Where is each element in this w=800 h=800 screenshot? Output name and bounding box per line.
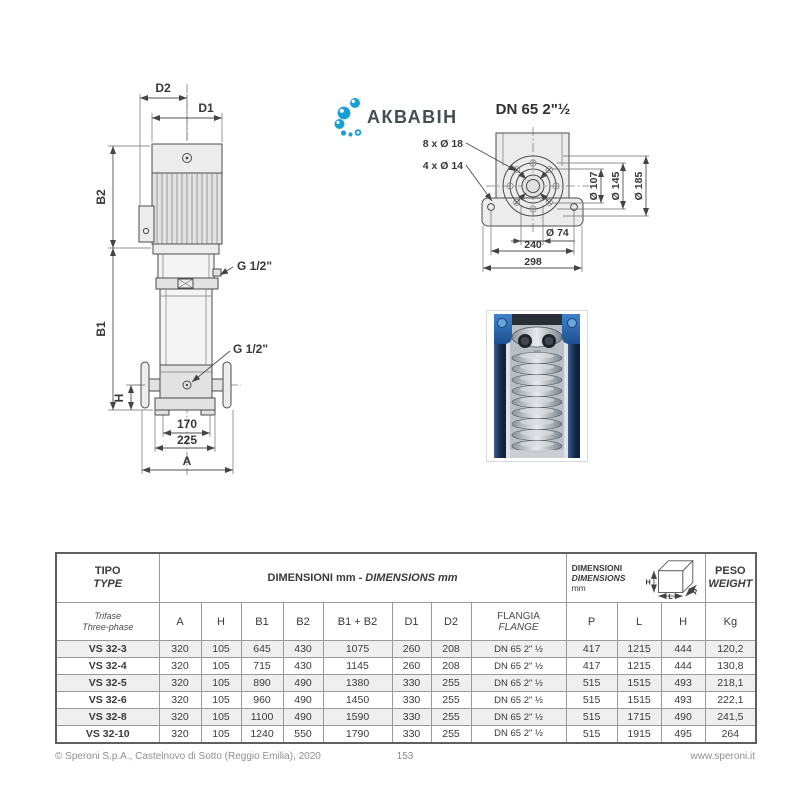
brand-name: АКВАВІН — [367, 106, 458, 127]
box-dimensions: DIMENSIONS — [571, 573, 626, 583]
dim-label-h: H — [112, 393, 126, 403]
flange-title: DN 65 2"½ — [495, 101, 571, 118]
col-header-p: P — [566, 603, 617, 641]
fill-plug — [213, 269, 221, 276]
dia-74-label: Ø 74 — [546, 227, 569, 239]
header-tipo: TIPO — [94, 565, 121, 577]
box-mm: mm — [571, 583, 586, 593]
cell-flange: DN 65 2" ½ — [471, 692, 566, 709]
g-half-head — [220, 259, 272, 275]
dim-label-170: 170 — [176, 417, 198, 431]
holes-outer-label: 8 x Ø 18 — [422, 138, 463, 150]
header-flangia: FLANGIA — [497, 610, 540, 622]
dim-298-label: 298 — [524, 256, 542, 268]
cell: 330 — [392, 692, 431, 709]
pump-dimension-drawing — [50, 70, 320, 480]
cell: 430 — [283, 658, 323, 675]
cell: 260 — [392, 658, 431, 675]
cube-p-label: P — [690, 586, 700, 597]
cube-h-label: H — [645, 577, 651, 587]
cell: 218,1 — [705, 675, 756, 692]
cell: 105 — [201, 641, 241, 658]
cell-type: VS 32-3 — [56, 641, 159, 658]
dimension-cube-icon — [644, 556, 700, 600]
cube-l-label: L — [668, 592, 673, 600]
page-number: 153 — [396, 751, 414, 762]
cell: 1790 — [323, 726, 392, 743]
pump-cross-section-image — [486, 310, 588, 462]
cell: 493 — [661, 675, 705, 692]
cell: 1915 — [617, 726, 661, 743]
table-row — [56, 641, 756, 658]
cell: 330 — [392, 709, 431, 726]
header-three-phase: Three-phase — [82, 621, 134, 632]
cell: 1075 — [323, 641, 392, 658]
cell-flange: DN 65 2" ½ — [471, 658, 566, 675]
dim-label-a: A — [182, 454, 192, 468]
box-dimensioni: DIMENSIONI — [571, 563, 623, 573]
dim-label-b1: B1 — [94, 321, 108, 337]
cell: 330 — [392, 675, 431, 692]
flange-dimension-drawing — [405, 88, 660, 280]
pump-base — [155, 398, 215, 415]
cell-type: VS 32-6 — [56, 692, 159, 709]
col-header-d1: D1 — [392, 603, 431, 641]
cell: 960 — [241, 692, 283, 709]
cell: 515 — [566, 675, 617, 692]
header-weight: WEIGHT — [708, 578, 753, 590]
cell: 417 — [566, 658, 617, 675]
cell: 515 — [566, 692, 617, 709]
header-peso: PESO — [715, 565, 746, 577]
cell: 1515 — [617, 692, 661, 709]
cell: 255 — [431, 709, 471, 726]
cell: 1590 — [323, 709, 392, 726]
motor-body — [139, 144, 222, 254]
water-bubbles-icon — [334, 95, 364, 139]
cell: 495 — [661, 726, 705, 743]
col-header-flange — [471, 603, 566, 641]
col-header-h: H — [201, 603, 241, 641]
g-half-drain-label: G 1/2" — [233, 342, 269, 356]
cell: 1215 — [617, 658, 661, 675]
cell: 120,2 — [705, 641, 756, 658]
cell: 105 — [201, 726, 241, 743]
cell: 890 — [241, 675, 283, 692]
cell-flange: DN 65 2" ½ — [471, 726, 566, 743]
col-header-h2: H — [661, 603, 705, 641]
col-header-d2: D2 — [431, 603, 471, 641]
cell: 260 — [392, 641, 431, 658]
table-row — [56, 675, 756, 692]
terminal-box — [139, 206, 154, 242]
cell: 320 — [159, 726, 201, 743]
pump-head — [156, 254, 221, 289]
cell-flange: DN 65 2" ½ — [471, 675, 566, 692]
cell: 320 — [159, 709, 201, 726]
pump-barrel — [160, 289, 212, 398]
cell: 241,5 — [705, 709, 756, 726]
header-peso-weight — [705, 553, 756, 603]
g-half-head-label: G 1/2" — [237, 259, 273, 273]
label-holes-base — [423, 160, 492, 201]
cell: 222,1 — [705, 692, 756, 709]
col-header-b1: B1 — [241, 603, 283, 641]
copyright-text: © Speroni S.p.A., Castelnovo di Sotto (Reggio Emilia), 2020 — [55, 751, 321, 762]
cell: 515 — [566, 726, 617, 743]
cell: 490 — [283, 675, 323, 692]
cell: 255 — [431, 692, 471, 709]
cell: 1450 — [323, 692, 392, 709]
cell: 430 — [283, 641, 323, 658]
page-footer — [55, 751, 755, 765]
cell: 330 — [392, 726, 431, 743]
cell-type: VS 32-8 — [56, 709, 159, 726]
dimensions-table — [55, 552, 757, 744]
cell: 1715 — [617, 709, 661, 726]
cell: 490 — [283, 709, 323, 726]
cell: 208 — [431, 658, 471, 675]
cell: 105 — [201, 675, 241, 692]
table-row — [56, 692, 756, 709]
header-tipo-type — [56, 553, 159, 603]
col-header-kg: Kg — [705, 603, 756, 641]
dia-107-label: Ø 107 — [588, 171, 600, 201]
header-dimensions — [159, 553, 566, 603]
cell: 1215 — [617, 641, 661, 658]
dim-label-d1: D1 — [198, 101, 214, 115]
cell: 1240 — [241, 726, 283, 743]
dimensions-table-wrapper — [55, 552, 757, 744]
header-trifase: Trifase — [94, 610, 122, 621]
cell: 264 — [705, 726, 756, 743]
dim-h — [112, 385, 145, 410]
cell: 1100 — [241, 709, 283, 726]
cell-flange: DN 65 2" ½ — [471, 641, 566, 658]
cell: 493 — [661, 692, 705, 709]
col-header-l: L — [617, 603, 661, 641]
cell: 515 — [566, 709, 617, 726]
dim-240-label: 240 — [524, 239, 542, 251]
cell: 130,8 — [705, 658, 756, 675]
cell: 255 — [431, 726, 471, 743]
cell-type: VS 32-10 — [56, 726, 159, 743]
header-flange: FLANGE — [498, 621, 539, 633]
col-header-a: A — [159, 603, 201, 641]
cell: 208 — [431, 641, 471, 658]
col-header-b1b2: B1 + B2 — [323, 603, 392, 641]
table-row — [56, 709, 756, 726]
header-dimensioni-mm: DIMENSIONI mm - — [267, 571, 366, 584]
website-text: www.speroni.it — [690, 751, 755, 762]
header-type: TYPE — [93, 578, 123, 590]
cell: 105 — [201, 658, 241, 675]
cell: 1515 — [617, 675, 661, 692]
cell: 417 — [566, 641, 617, 658]
cell: 490 — [661, 709, 705, 726]
cell: 320 — [159, 692, 201, 709]
cell: 255 — [431, 675, 471, 692]
dia-145-label: Ø 145 — [610, 171, 622, 201]
cell-type: VS 32-4 — [56, 658, 159, 675]
dia-185-label: Ø 185 — [633, 171, 645, 201]
cell-type: VS 32-5 — [56, 675, 159, 692]
cell: 320 — [159, 675, 201, 692]
cell: 444 — [661, 658, 705, 675]
cell: 490 — [283, 692, 323, 709]
table-row — [56, 726, 756, 743]
dim-label-b2: B2 — [94, 189, 108, 205]
cell: 320 — [159, 658, 201, 675]
dim-label-225: 225 — [176, 433, 198, 447]
holes-base-label: 4 x Ø 14 — [422, 160, 463, 172]
cell: 444 — [661, 641, 705, 658]
table-row — [56, 658, 756, 675]
cell: 550 — [283, 726, 323, 743]
header-dimensions-box — [566, 553, 705, 603]
cell: 320 — [159, 641, 201, 658]
col-header-b2: B2 — [283, 603, 323, 641]
header-phase — [56, 603, 159, 641]
cell-flange: DN 65 2" ½ — [471, 709, 566, 726]
cell: 105 — [201, 709, 241, 726]
cell: 715 — [241, 658, 283, 675]
dim-label-d2: D2 — [155, 81, 171, 95]
cell: 1380 — [323, 675, 392, 692]
header-dimensions-mm: DIMENSIONS mm — [365, 571, 458, 584]
cell: 1145 — [323, 658, 392, 675]
cell: 105 — [201, 692, 241, 709]
cell: 645 — [241, 641, 283, 658]
